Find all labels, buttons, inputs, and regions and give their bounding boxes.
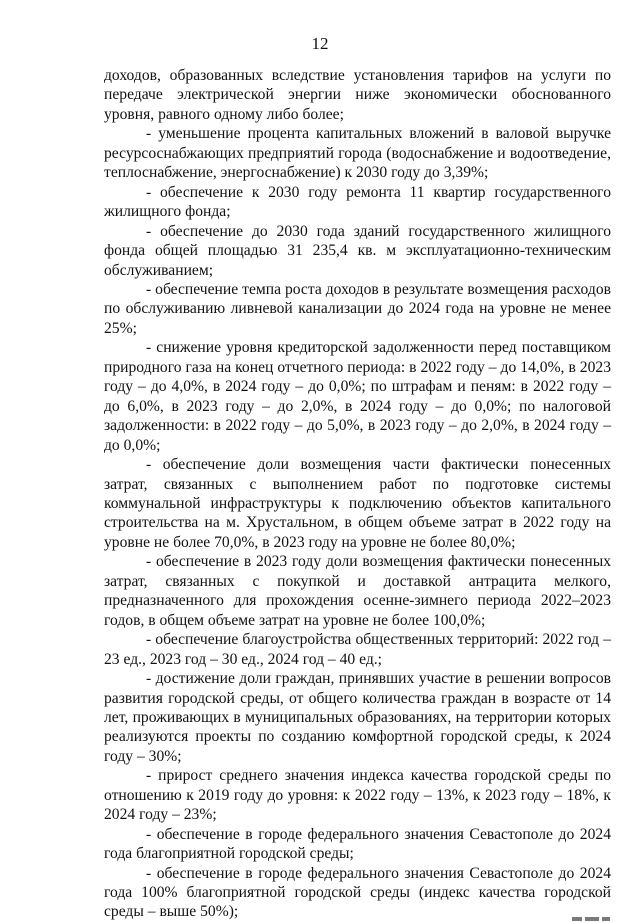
list-item: - уменьшение процента капитальных вложений в валовой выручке ресурсоснабжающих предприятий города (водоснабжение и водоотведение, теплоснабжение, энергоснабжение) к 2030 году до 3,39%; <box>104 125 611 182</box>
list-item: - обеспечение благоустройства общественных территорий: 2022 год – 23 ед., 2023 год – 30 ед., 2024 год – 40 ед.; <box>104 631 611 668</box>
list-item: - обеспечение в городе федерального значения Севастополе до 2024 года 100% благоприятной городской среды (индекс качества городской среды – выше 50%); <box>104 864 611 921</box>
page-number: 12 <box>311 34 329 53</box>
paragraph-continuation: доходов, образованных вследствие установления тарифов на услуги по передаче электрической энергии ниже экономически обоснованного уровня, равного одному либо более; <box>104 67 611 123</box>
list-item: - прирост среднего значения индекса качества городской среды по отношению к 2019 году до уровня: к 2022 году – 13%, к 2023 году – 18%, к 2024 году – 23%; <box>104 767 611 824</box>
scan-mark <box>572 903 622 909</box>
list-item: - достижение доли граждан, принявших участие в решении вопросов развития городской среды, от общего количества граждан в возрасте от 14 лет, проживающих в муниципальных образованиях, на территории которых реализуются проекты по созданию комфортной городской среды, к 2024 году – 30%; <box>104 670 611 765</box>
list-item: - обеспечение в 2023 году доли возмещения фактически понесенных затрат, связанных с покупкой и доставкой антрацита мелкого, предназначенного для прохождения осенне-зимнего периода 2022–2023 годов, в общем объеме затрат на уровне не более 100,0%; <box>104 553 611 629</box>
list-item: - обеспечение темпа роста доходов в результате возмещения расходов по обслуживанию ливневой канализации до 2024 года на уровне не менее 25%; <box>104 280 611 337</box>
list-item: - снижение уровня кредиторской задолженности перед поставщиком природного газа на конец отчетного периода: в 2022 году – до 14,0%, в 2023 году – до 4,0%, в 2024 году – до 0,0%; по штрафам и пеням: в 2022 году – до 6,0%, в 2023 году – до 2,0%, в 2024 году – до 0,0%; по налоговой задолженности: в 2022 году – до 5,0%, в 2023 году – до 2,0%, в 2024 году – до 0,0%; <box>104 339 611 454</box>
document-body <box>104 66 611 922</box>
list-item: - обеспечение доли возмещения части фактически понесенных затрат, связанных с выполнением работ по подготовке системы коммунальной инфраструктуры к подключению объектов капитального строительства на м. Хрустальном, в общем объеме затрат в 2022 году на уровне не более 70,0%, в 2023 году на уровне не более 80,0%; <box>104 456 611 551</box>
list-item: - обеспечение к 2030 году ремонта 11 квартир государственного жилищного фонда; <box>104 183 611 221</box>
list-item: - обеспечение до 2030 года зданий государственного жилищного фонда общей площадью 31 235,4 кв. м эксплуатационно-техническим обслуживанием; <box>104 222 611 279</box>
list-item: - обеспечение в городе федерального значения Севастополе до 2024 года благоприятной городской среды; <box>104 825 611 863</box>
